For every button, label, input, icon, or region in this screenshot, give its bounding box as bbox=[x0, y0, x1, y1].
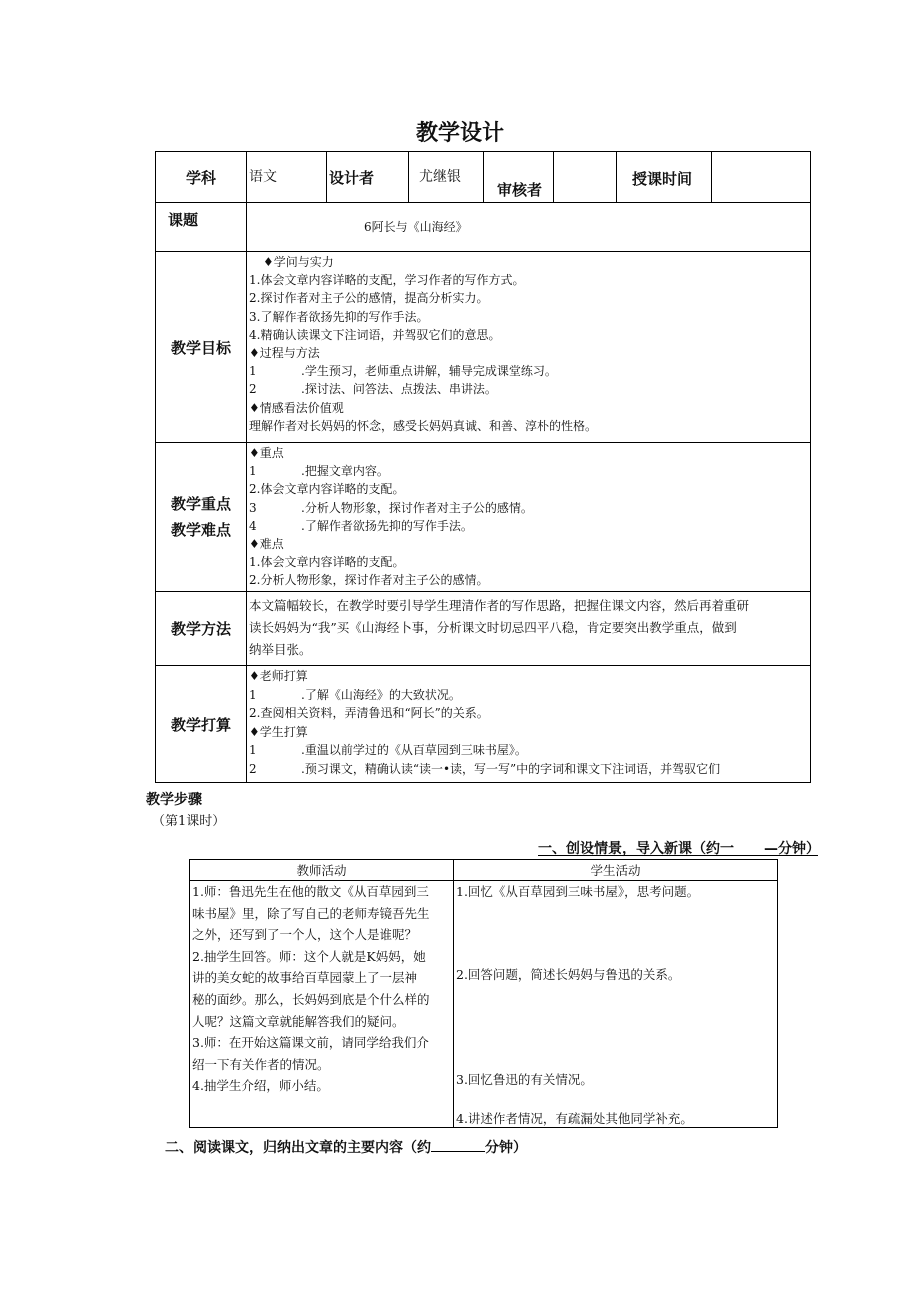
goals-line: ♦情感看法价值观 bbox=[249, 400, 344, 415]
teacher-line: 讲的美女蛇的故事给百草园蒙上了一层神 bbox=[192, 970, 418, 986]
item-number: 1 bbox=[249, 687, 257, 702]
method-line: 纳举目张。 bbox=[249, 642, 312, 657]
goals-method-item bbox=[249, 380, 808, 398]
item-text: 2.查阅相关资料，弄清鲁迅和“阿长”的关系。 bbox=[249, 706, 489, 721]
item-text: .探讨法、问答法、点拨法、串讲法。 bbox=[301, 382, 497, 397]
plan-teacher-head: ♦老师打算 bbox=[249, 669, 308, 683]
keypoint-item bbox=[249, 480, 808, 498]
time-label: 授课时间 bbox=[617, 152, 712, 203]
step1-text: 一、创设情景，导入新课（约一 bbox=[538, 841, 734, 857]
goals-line: ♦过程与方法 bbox=[249, 346, 320, 361]
goals-line: 2.探讨作者对主子公的感情，提高分析实力。 bbox=[249, 291, 489, 306]
keypoints-content bbox=[247, 443, 811, 592]
goals-content bbox=[247, 252, 811, 443]
topic-value: 6阿长与《山海经》 bbox=[247, 203, 811, 252]
document-title: 教学设计 bbox=[415, 121, 504, 146]
activity-table bbox=[189, 859, 778, 1128]
item-text: .把握文章内容。 bbox=[301, 464, 389, 479]
student-activity-cell bbox=[454, 881, 778, 1128]
teacher-line: 1.师：鲁迅先生在他的散文《从百草园到三 bbox=[192, 884, 429, 899]
keypoint-item bbox=[249, 517, 808, 535]
plan-content bbox=[247, 666, 811, 783]
goals-line: 1.体会文章内容详略的支配，学习作者的写作方式。 bbox=[249, 273, 525, 288]
teacher-line: 2.抽学生回答。师：这个人就是K妈妈，她 bbox=[192, 948, 426, 964]
goals-line: 4.精确认读课文下注词语，并驾驭它们的意思。 bbox=[249, 327, 501, 342]
item-number: 3 bbox=[249, 500, 257, 515]
plan-item bbox=[249, 686, 808, 705]
student-line: 2.回答问题，简述长妈妈与鲁迅的关系。 bbox=[456, 967, 681, 982]
plan-student-head: ♦学生打算 bbox=[249, 724, 308, 739]
subject-value: 语文 bbox=[247, 152, 327, 203]
goals-line: ♦学问与实力 bbox=[263, 255, 334, 269]
designer-label: 设计者 bbox=[327, 152, 409, 203]
teacher-activity-header: 教师活动 bbox=[190, 860, 454, 881]
step1-text-end: —分钟） bbox=[764, 841, 820, 857]
item-text: .预习课文，精确认读“读一•读，写一写”中的字词和课文下注词语，并驾驭它们 bbox=[301, 761, 721, 776]
teacher-line: 人呢？这篇文章就能解答我们的疑问。 bbox=[192, 1013, 405, 1029]
difficulties-head: ♦难点 bbox=[249, 537, 284, 552]
student-line: 1.回忆《从百草园到三味书屋》，思考问题。 bbox=[456, 884, 700, 899]
keypoint-item bbox=[249, 462, 808, 480]
teacher-line: 秘的面纱。那么，长妈妈到底是个什么样的 bbox=[192, 991, 430, 1007]
step2-text-end: 分钟） bbox=[485, 1140, 527, 1156]
reviewer-label: 审核者 bbox=[484, 152, 554, 203]
lesson-plan-table bbox=[155, 151, 811, 783]
plan-item bbox=[249, 741, 808, 760]
item-number: 2 bbox=[249, 382, 257, 397]
item-text: .了解作者欲扬先抑的写作手法。 bbox=[301, 518, 473, 533]
keypoints-head: ♦重点 bbox=[249, 446, 284, 460]
plan-label: 教学打算 bbox=[156, 666, 247, 783]
teacher-line: 4.抽学生介绍，师小结。 bbox=[192, 1078, 329, 1094]
plan-item bbox=[249, 704, 808, 723]
plan-item bbox=[249, 760, 808, 779]
item-text: .了解《山海经》的大致状况。 bbox=[301, 687, 461, 702]
item-text: .分析人物形象，探讨作者对主子公的感情。 bbox=[301, 500, 533, 515]
method-line: 本文篇幅较长，在教学时要引导学生理清作者的写作思路，把握住课文内容，然后再着重研 bbox=[249, 598, 750, 613]
time-value bbox=[712, 152, 811, 203]
item-number: 1 bbox=[249, 364, 257, 379]
item-number: 1 bbox=[249, 743, 257, 758]
item-number: 4 bbox=[249, 518, 257, 533]
difficulty-item: 1.体会文章内容详略的支配。 bbox=[249, 555, 405, 570]
item-text: .学生预习，老师重点讲解，辅导完成课堂练习。 bbox=[301, 364, 557, 379]
step2-heading bbox=[165, 1137, 527, 1157]
teacher-line: 味书屋》里，除了写自己的老师寿镜吾先生 bbox=[192, 905, 430, 921]
goals-line: 理解作者对长妈妈的怀念，感受长妈妈真诚、和善、淳朴的性格。 bbox=[249, 418, 598, 433]
reviewer-value bbox=[554, 152, 617, 203]
steps-title: 教学步骤 bbox=[146, 792, 202, 808]
difficulties-label: 教学难点 bbox=[170, 521, 231, 539]
teacher-line: 之外，还写到了一个人，这个人是谁呢？ bbox=[192, 927, 418, 943]
teacher-activity-cell bbox=[190, 881, 454, 1128]
item-number: 2 bbox=[249, 761, 257, 776]
item-number: 1 bbox=[249, 464, 257, 479]
student-activity-header: 学生活动 bbox=[454, 860, 778, 881]
topic-label: 课题 bbox=[156, 203, 247, 252]
method-line: 读长妈妈为“我”买《山海经卜事，分析课文时切忌四平八稳，肯定要突出教学重点，做到 bbox=[249, 620, 737, 635]
teacher-line: 3.师：在开始这篇课文前，请同学给我们介 bbox=[192, 1035, 429, 1051]
step1-underline bbox=[538, 855, 818, 856]
keypoints-label-cell bbox=[156, 443, 247, 592]
item-text: .重温以前学过的《从百草园到三味书屋》。 bbox=[301, 743, 527, 758]
student-line: 4.讲述作者情况，有疏漏处其他同学补充。 bbox=[456, 1111, 693, 1126]
lesson-number: （第1课时） bbox=[152, 814, 226, 829]
method-label: 教学方法 bbox=[156, 592, 247, 666]
difficulty-item: 2.分析人物形象，探讨作者对主子公的感情。 bbox=[249, 573, 489, 588]
teacher-line: 绍一下有关作者的情况。 bbox=[192, 1056, 330, 1072]
keypoints-label: 教学重点 bbox=[170, 495, 231, 513]
goals-line: 3.了解作者欲扬先抑的写作手法。 bbox=[249, 309, 429, 324]
step2-text: 二、阅读课文，归纳出文章的主要内容（约 bbox=[165, 1140, 431, 1156]
goals-method-item bbox=[249, 362, 808, 380]
item-text: 2.体会文章内容详略的支配。 bbox=[249, 482, 405, 497]
method-content bbox=[247, 592, 811, 666]
designer-value: 尤继银 bbox=[409, 152, 484, 203]
student-line: 3.回忆鲁迅的有关情况。 bbox=[456, 1072, 593, 1087]
goals-label: 教学目标 bbox=[156, 252, 247, 443]
keypoint-item bbox=[249, 499, 808, 517]
subject-label: 学科 bbox=[156, 152, 247, 203]
